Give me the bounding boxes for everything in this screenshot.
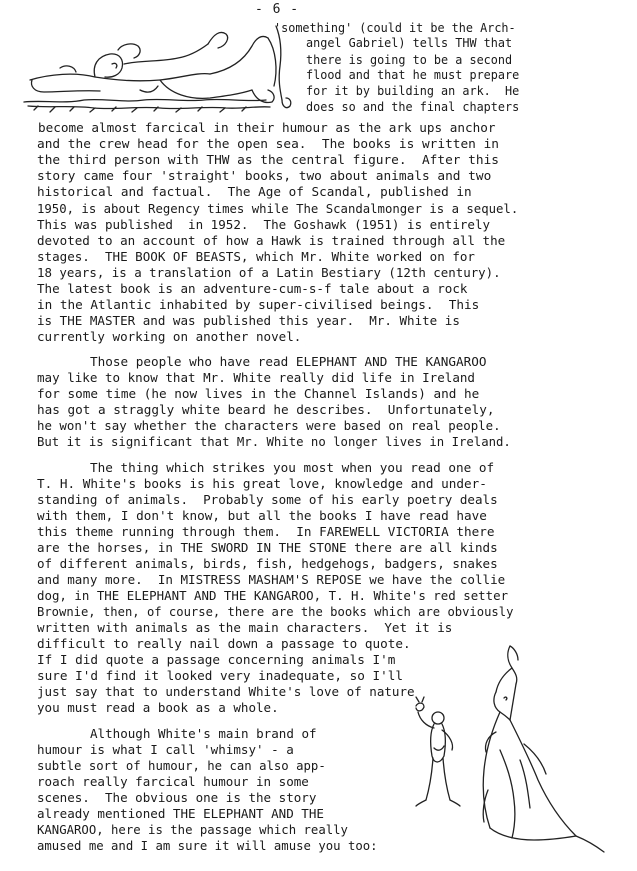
text-line: for it by building an ark. He (306, 84, 520, 98)
text-line: just say that to understand White's love of nature (37, 685, 415, 699)
text-line: 18 years, is a translation of a Latin Bestiary (12th century). (37, 266, 501, 280)
text-line: subtle sort of humour, he can also app- (37, 759, 326, 773)
text-line: become almost farcical in their humour as the ark ups anchor (38, 121, 496, 135)
text-line: Those people who have read ELEPHANT AND THE KANGAROO (90, 355, 487, 369)
text-line: this theme running through them. In FAREWELL VICTORIA there (37, 525, 495, 539)
text-line: dog, in THE ELEPHANT AND THE KANGAROO, T. H. White's red setter (37, 589, 509, 603)
text-line: the third person with THW as the central figure. After this (37, 153, 499, 167)
text-line: is THE MASTER and was published this year. Mr. White is (37, 314, 460, 328)
text-line: written with animals as the main characters. Yet it is (37, 621, 453, 635)
text-line: with them, I don't know, but all the books I have read have (37, 509, 487, 523)
text-line: already mentioned THE ELEPHANT AND THE (37, 807, 324, 821)
text-line: standing of animals. Probably some of his early poetry deals (37, 493, 498, 507)
text-line: amused me and I am sure it will amuse you too: (37, 839, 378, 853)
text-line: flood and that he must prepare (306, 68, 520, 82)
text-line: But it is significant that Mr. White no longer lives in Ireland. (37, 435, 511, 449)
text-line: sure I'd find it looked very inadequate, so I'll (37, 669, 404, 683)
page-number: - 6 - (255, 2, 300, 17)
text-line: you must read a book as a whole. (37, 701, 279, 715)
text-line: in the Atlantic inhabited by super-civilised beings. This (37, 298, 480, 312)
text-line: The thing which strikes you most when you read one of (90, 461, 495, 475)
text-line: and many more. In MISTRESS MASHAM'S REPOSE we have the collie (37, 573, 506, 587)
text-line: there is going to be a second (306, 53, 513, 67)
text-line: currently working on another novel. (37, 330, 302, 344)
text-line: Brownie, then, of course, there are the books which are obviously (37, 605, 514, 619)
text-line: has got a straggly white beard he describes. Unfortunately, (37, 403, 495, 417)
text-line: This was published in 1952. The Goshawk (1951) is entirely (37, 218, 491, 232)
text-line: 'something' (could it be the Arch- (274, 21, 516, 35)
man-and-wizard-illustration (400, 640, 620, 865)
text-line: T. H. White's books is his great love, knowledge and under- (37, 477, 487, 491)
text-line: does so and the final chapters (306, 100, 520, 114)
text-line: he won't say whether the characters were based on real people. (37, 419, 501, 433)
text-line: If I did quote a passage concerning animals I'm (37, 653, 396, 667)
text-line: and the crew head for the open sea. The books is written in (37, 137, 499, 151)
text-line: stages. THE BOOK OF BEASTS, which Mr. White worked on for (37, 250, 475, 264)
text-line: may like to know that Mr. White really did life in Ireland (37, 371, 475, 385)
text-line: KANGAROO, here is the passage which really (37, 823, 348, 837)
text-line: angel Gabriel) tells THW that (306, 36, 513, 50)
reclining-figure-illustration (20, 20, 300, 120)
text-line: roach really farcical humour in some (37, 775, 309, 789)
text-line: story came four 'straight' books, two about animals and two (37, 169, 492, 183)
text-line: humour is what I call 'whimsy' - a (37, 743, 294, 757)
text-line: 1950, is about Regency times while The Scandalmonger is a sequel. (37, 202, 519, 216)
text-line: are the horses, in THE SWORD IN THE STONE there are all kinds (37, 541, 498, 555)
text-line: The latest book is an adventure-cum-s-f tale about a rock (37, 282, 468, 296)
text-line: historical and factual. The Age of Scandal, published in (37, 185, 472, 199)
text-line: Although White's main brand of (90, 727, 317, 741)
text-line: for some time (he now lives in the Channel Islands) and he (37, 387, 480, 401)
text-line: scenes. The obvious one is the story (37, 791, 317, 805)
text-line: difficult to really nail down a passage to quote. (37, 637, 411, 651)
text-line: devoted to an account of how a Hawk is trained through all the (37, 234, 506, 248)
text-line: of different animals, birds, fish, hedgehogs, badgers, snakes (37, 557, 498, 571)
